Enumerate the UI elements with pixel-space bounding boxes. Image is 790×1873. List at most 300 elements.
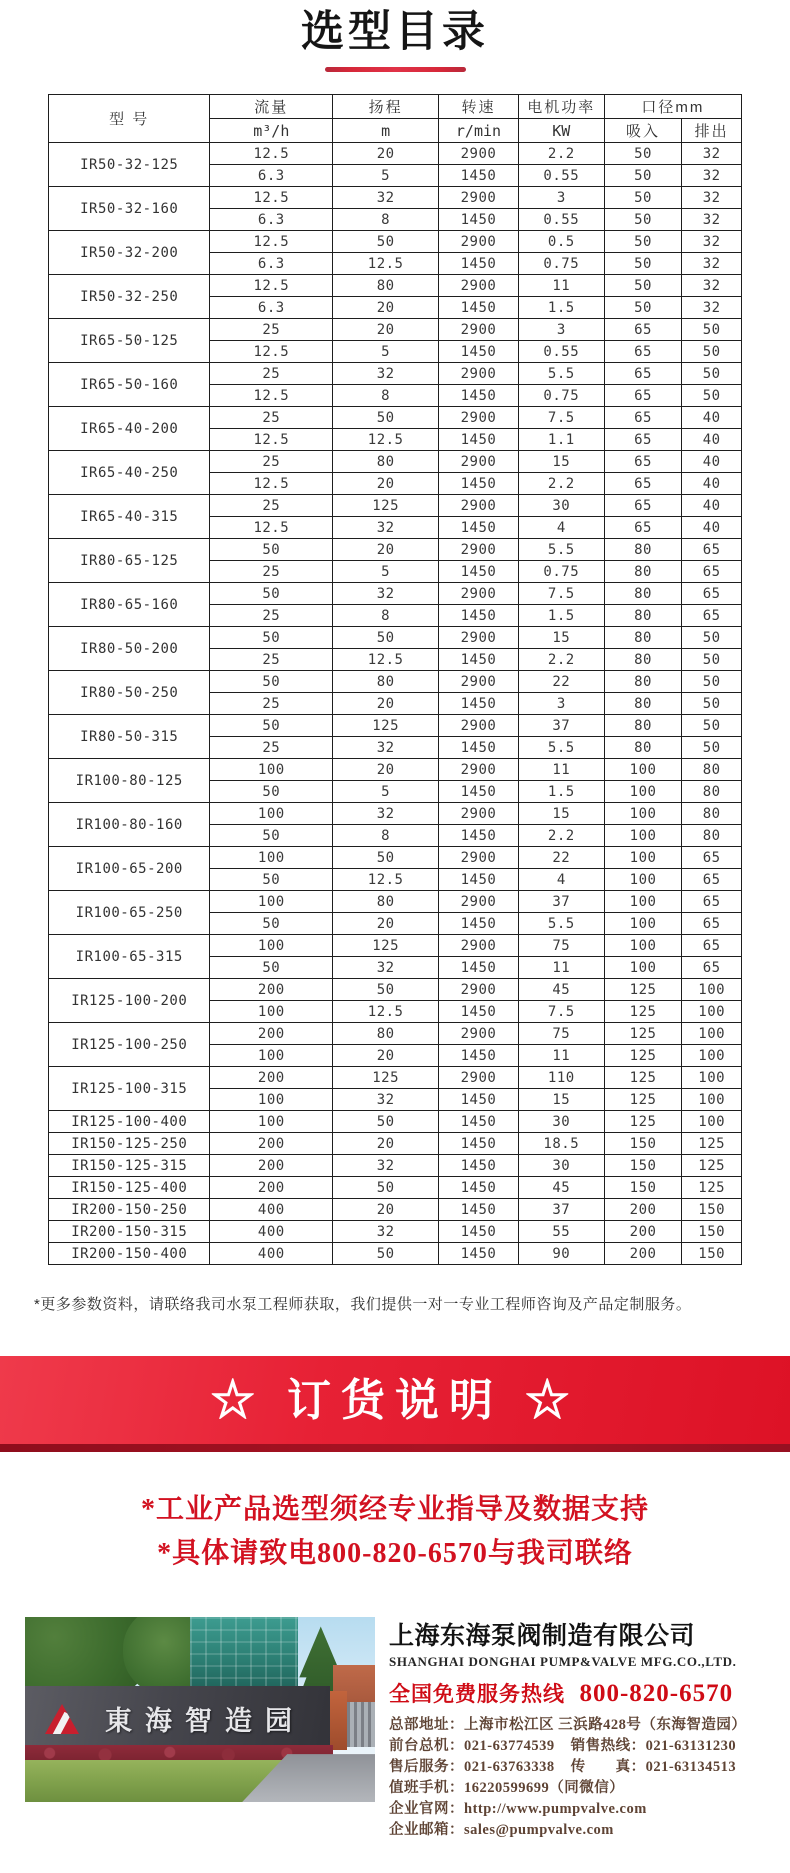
spec-cell: 32 bbox=[333, 1089, 439, 1111]
spec-cell: 25 bbox=[210, 649, 333, 671]
spec-cell: 100 bbox=[604, 935, 682, 957]
spec-cell: 100 bbox=[210, 1045, 333, 1067]
contact-value: 16220599699（同微信） bbox=[464, 1780, 625, 1797]
spec-cell: 20 bbox=[333, 143, 439, 165]
table-row bbox=[49, 627, 742, 649]
spec-cell: 50 bbox=[604, 143, 682, 165]
spec-cell: 2.2 bbox=[518, 649, 604, 671]
table-row bbox=[49, 583, 742, 605]
spec-table-wrap bbox=[48, 94, 742, 1265]
spec-cell: 7.5 bbox=[518, 407, 604, 429]
spec-cell: 32 bbox=[333, 583, 439, 605]
spec-cell: 25 bbox=[210, 693, 333, 715]
table-row bbox=[49, 143, 742, 165]
contact-pair bbox=[389, 1759, 555, 1775]
spec-cell: 32 bbox=[333, 187, 439, 209]
spec-cell: 65 bbox=[604, 363, 682, 385]
spec-cell: 80 bbox=[682, 759, 742, 781]
spec-cell: 18.5 bbox=[518, 1133, 604, 1155]
spec-cell: 5 bbox=[333, 781, 439, 803]
spec-cell: 1450 bbox=[439, 1111, 519, 1133]
spec-cell: 100 bbox=[682, 1023, 742, 1045]
spec-cell: 37 bbox=[518, 715, 604, 737]
spec-cell: 2900 bbox=[439, 935, 519, 957]
spec-cell: 125 bbox=[333, 1067, 439, 1089]
spec-cell: 125 bbox=[604, 1023, 682, 1045]
spec-cell: 20 bbox=[333, 759, 439, 781]
spec-cell: 11 bbox=[518, 275, 604, 297]
spec-cell: 1450 bbox=[439, 1243, 519, 1265]
table-row bbox=[49, 187, 742, 209]
spec-cell: 100 bbox=[604, 869, 682, 891]
spec-cell: 12.5 bbox=[333, 429, 439, 451]
spec-cell: 1450 bbox=[439, 561, 519, 583]
spec-cell: 32 bbox=[333, 1155, 439, 1177]
contact-label: 企业邮箱： bbox=[389, 1822, 464, 1839]
spec-cell: 25 bbox=[210, 605, 333, 627]
spec-cell: 1450 bbox=[439, 825, 519, 847]
slogan-line-2: *具体请致电800-820-6570与我司联络 bbox=[157, 1537, 633, 1569]
company-info bbox=[389, 1617, 746, 1841]
spec-cell: 50 bbox=[210, 913, 333, 935]
model-cell: IR150-125-315 bbox=[49, 1155, 210, 1177]
model-cell: IR125-100-200 bbox=[49, 979, 210, 1023]
spec-cell: 32 bbox=[682, 275, 742, 297]
spec-cell: 12.5 bbox=[210, 275, 333, 297]
spec-cell: 12.5 bbox=[210, 231, 333, 253]
hotline-row bbox=[389, 1678, 746, 1708]
spec-cell: 1450 bbox=[439, 649, 519, 671]
model-cell: IR80-65-125 bbox=[49, 539, 210, 583]
contact-label: 传 真： bbox=[570, 1759, 646, 1776]
spec-cell: 50 bbox=[604, 253, 682, 275]
spec-table-body bbox=[49, 143, 742, 1265]
spec-cell: 80 bbox=[604, 671, 682, 693]
spec-cell: 80 bbox=[333, 451, 439, 473]
spec-cell: 15 bbox=[518, 451, 604, 473]
spec-cell: 65 bbox=[682, 891, 742, 913]
spec-cell: 20 bbox=[333, 913, 439, 935]
spec-cell: 0.55 bbox=[518, 165, 604, 187]
spec-cell: 50 bbox=[682, 319, 742, 341]
spec-cell: 50 bbox=[210, 825, 333, 847]
table-row bbox=[49, 495, 742, 517]
spec-cell: 1450 bbox=[439, 1199, 519, 1221]
table-row bbox=[49, 1177, 742, 1199]
spec-cell: 65 bbox=[682, 847, 742, 869]
contact-label: 销售热线： bbox=[570, 1738, 646, 1755]
spec-cell: 125 bbox=[682, 1177, 742, 1199]
table-row bbox=[49, 319, 742, 341]
table-row bbox=[49, 1199, 742, 1221]
spec-cell: 65 bbox=[682, 957, 742, 979]
table-row bbox=[49, 891, 742, 913]
spec-cell: 2900 bbox=[439, 539, 519, 561]
spec-cell: 100 bbox=[682, 1001, 742, 1023]
spec-cell: 37 bbox=[518, 891, 604, 913]
contact-label: 企业官网： bbox=[389, 1801, 464, 1818]
spec-cell: 12.5 bbox=[333, 253, 439, 275]
contact-value: 021-63131230 bbox=[645, 1738, 737, 1755]
spec-cell: 0.75 bbox=[518, 561, 604, 583]
spec-cell: 80 bbox=[604, 539, 682, 561]
spec-cell: 200 bbox=[210, 1133, 333, 1155]
spec-cell: 20 bbox=[333, 1045, 439, 1067]
spec-cell: 8 bbox=[333, 209, 439, 231]
spec-cell: 150 bbox=[604, 1133, 682, 1155]
spec-cell: 2900 bbox=[439, 803, 519, 825]
contact-value: 021-63134513 bbox=[645, 1759, 737, 1776]
spec-cell: 50 bbox=[333, 231, 439, 253]
table-row bbox=[49, 363, 742, 385]
spec-cell: 100 bbox=[604, 913, 682, 935]
spec-cell: 55 bbox=[518, 1221, 604, 1243]
spec-cell: 400 bbox=[210, 1243, 333, 1265]
spec-cell: 22 bbox=[518, 671, 604, 693]
spec-cell: 25 bbox=[210, 737, 333, 759]
spec-cell: 12.5 bbox=[333, 869, 439, 891]
spec-cell: 0.55 bbox=[518, 341, 604, 363]
spec-cell: 1.5 bbox=[518, 605, 604, 627]
spec-cell: 65 bbox=[604, 517, 682, 539]
spec-cell: 200 bbox=[210, 1177, 333, 1199]
spec-cell: 50 bbox=[604, 187, 682, 209]
spec-cell: 11 bbox=[518, 957, 604, 979]
header-power-unit: KW bbox=[518, 119, 604, 143]
table-row bbox=[49, 407, 742, 429]
spec-cell: 125 bbox=[682, 1155, 742, 1177]
spec-cell: 20 bbox=[333, 1199, 439, 1221]
header-power: 电机功率 bbox=[518, 95, 604, 119]
model-cell: IR65-40-250 bbox=[49, 451, 210, 495]
spec-cell: 200 bbox=[210, 979, 333, 1001]
spec-cell: 2900 bbox=[439, 319, 519, 341]
spec-cell: 25 bbox=[210, 407, 333, 429]
spec-cell: 100 bbox=[210, 1111, 333, 1133]
spec-cell: 100 bbox=[682, 1089, 742, 1111]
spec-cell: 1450 bbox=[439, 1045, 519, 1067]
spec-cell: 50 bbox=[210, 869, 333, 891]
spec-cell: 1450 bbox=[439, 1177, 519, 1199]
table-header-row-1 bbox=[49, 95, 742, 119]
spec-cell: 65 bbox=[604, 407, 682, 429]
spec-cell: 32 bbox=[682, 231, 742, 253]
spec-cell: 65 bbox=[604, 385, 682, 407]
spec-cell: 1450 bbox=[439, 1001, 519, 1023]
spec-cell: 65 bbox=[682, 935, 742, 957]
spec-cell: 20 bbox=[333, 319, 439, 341]
spec-cell: 100 bbox=[210, 935, 333, 957]
header-head-unit: m bbox=[333, 119, 439, 143]
spec-cell: 2.2 bbox=[518, 825, 604, 847]
glass-building bbox=[190, 1617, 299, 1691]
spec-cell: 22 bbox=[518, 847, 604, 869]
contact-lines bbox=[389, 1715, 746, 1841]
model-cell: IR100-65-250 bbox=[49, 891, 210, 935]
spec-cell: 100 bbox=[604, 847, 682, 869]
model-cell: IR100-80-125 bbox=[49, 759, 210, 803]
spec-cell: 1.5 bbox=[518, 297, 604, 319]
spec-cell: 125 bbox=[604, 1111, 682, 1133]
spec-cell: 50 bbox=[604, 297, 682, 319]
contact-label: 值班手机： bbox=[389, 1780, 464, 1797]
spec-cell: 25 bbox=[210, 561, 333, 583]
spec-cell: 6.3 bbox=[210, 253, 333, 275]
spec-cell: 2900 bbox=[439, 847, 519, 869]
model-cell: IR50-32-125 bbox=[49, 143, 210, 187]
spec-cell: 40 bbox=[682, 451, 742, 473]
spec-cell: 90 bbox=[518, 1243, 604, 1265]
spec-cell: 12.5 bbox=[210, 385, 333, 407]
spec-cell: 15 bbox=[518, 627, 604, 649]
spec-cell: 100 bbox=[604, 825, 682, 847]
spec-cell: 45 bbox=[518, 979, 604, 1001]
header-discharge: 排出 bbox=[682, 119, 742, 143]
spec-cell: 100 bbox=[682, 1067, 742, 1089]
table-row bbox=[49, 231, 742, 253]
spec-cell: 32 bbox=[682, 187, 742, 209]
contact-pair bbox=[571, 1738, 737, 1754]
spec-cell: 1450 bbox=[439, 385, 519, 407]
spec-cell: 65 bbox=[604, 341, 682, 363]
spec-cell: 50 bbox=[333, 1111, 439, 1133]
table-row bbox=[49, 539, 742, 561]
model-cell: IR80-50-200 bbox=[49, 627, 210, 671]
table-row bbox=[49, 935, 742, 957]
contact-value: 021-63763338 bbox=[464, 1759, 555, 1776]
spec-cell: 100 bbox=[682, 1045, 742, 1067]
contact-value[interactable]: http://www.pumpvalve.com bbox=[464, 1801, 647, 1818]
spec-cell: 100 bbox=[210, 1001, 333, 1023]
spec-cell: 50 bbox=[682, 671, 742, 693]
slogan-section bbox=[0, 1488, 790, 1575]
spec-cell: 65 bbox=[682, 583, 742, 605]
spec-cell: 3 bbox=[518, 187, 604, 209]
contact-value: 上海市松江区 三浜路428号（东海智造园） bbox=[464, 1717, 747, 1734]
spec-cell: 1450 bbox=[439, 429, 519, 451]
spec-cell: 20 bbox=[333, 693, 439, 715]
spec-cell: 25 bbox=[210, 363, 333, 385]
header-suction: 吸入 bbox=[604, 119, 682, 143]
spec-cell: 65 bbox=[604, 319, 682, 341]
facility-photo bbox=[25, 1617, 375, 1802]
spec-cell: 4 bbox=[518, 517, 604, 539]
hotline-label: 全国免费服务热线 bbox=[389, 1683, 565, 1707]
spec-cell: 50 bbox=[604, 231, 682, 253]
spec-cell: 2900 bbox=[439, 759, 519, 781]
spec-cell: 32 bbox=[682, 253, 742, 275]
spec-cell: 50 bbox=[682, 649, 742, 671]
company-name-cn: 上海东海泵阀制造有限公司 bbox=[389, 1622, 696, 1651]
spec-cell: 65 bbox=[604, 473, 682, 495]
model-cell: IR150-125-400 bbox=[49, 1177, 210, 1199]
spec-cell: 0.75 bbox=[518, 253, 604, 275]
spec-cell: 1450 bbox=[439, 1155, 519, 1177]
spec-cell: 200 bbox=[210, 1067, 333, 1089]
spec-cell: 50 bbox=[210, 671, 333, 693]
spec-cell: 1450 bbox=[439, 209, 519, 231]
spec-cell: 32 bbox=[333, 957, 439, 979]
model-cell: IR80-50-250 bbox=[49, 671, 210, 715]
spec-cell: 12.5 bbox=[333, 1001, 439, 1023]
gate-pillar bbox=[330, 1691, 348, 1750]
spec-cell: 50 bbox=[210, 781, 333, 803]
model-cell: IR50-32-160 bbox=[49, 187, 210, 231]
spec-cell: 200 bbox=[604, 1221, 682, 1243]
hotline-number: 800-820-6570 bbox=[579, 1680, 734, 1708]
spec-cell: 12.5 bbox=[210, 187, 333, 209]
spec-cell: 80 bbox=[682, 803, 742, 825]
spec-cell: 7.5 bbox=[518, 583, 604, 605]
spec-cell: 400 bbox=[210, 1221, 333, 1243]
spec-cell: 1450 bbox=[439, 781, 519, 803]
model-cell: IR150-125-250 bbox=[49, 1133, 210, 1155]
spec-cell: 75 bbox=[518, 935, 604, 957]
table-row bbox=[49, 671, 742, 693]
spec-cell: 80 bbox=[682, 825, 742, 847]
spec-cell: 12.5 bbox=[333, 649, 439, 671]
spec-cell: 25 bbox=[210, 495, 333, 517]
table-row bbox=[49, 1133, 742, 1155]
spec-cell: 8 bbox=[333, 825, 439, 847]
spec-cell: 2900 bbox=[439, 363, 519, 385]
spec-cell: 1450 bbox=[439, 473, 519, 495]
spec-cell: 20 bbox=[333, 297, 439, 319]
spec-cell: 50 bbox=[604, 165, 682, 187]
spec-table-head bbox=[49, 95, 742, 143]
spec-cell: 32 bbox=[333, 517, 439, 539]
table-row bbox=[49, 715, 742, 737]
spec-cell: 50 bbox=[210, 957, 333, 979]
spec-cell: 1450 bbox=[439, 165, 519, 187]
order-banner-title: ☆ 订货说明 ☆ bbox=[210, 1376, 580, 1426]
spec-cell: 20 bbox=[333, 473, 439, 495]
spec-cell: 80 bbox=[682, 781, 742, 803]
spec-cell: 150 bbox=[604, 1155, 682, 1177]
contact-label: 总部地址： bbox=[389, 1717, 464, 1734]
spec-cell: 1450 bbox=[439, 297, 519, 319]
spec-cell: 40 bbox=[682, 495, 742, 517]
spec-cell: 15 bbox=[518, 803, 604, 825]
table-row bbox=[49, 1243, 742, 1265]
spec-cell: 80 bbox=[333, 671, 439, 693]
spec-cell: 80 bbox=[604, 715, 682, 737]
spec-cell: 11 bbox=[518, 1045, 604, 1067]
spec-cell: 25 bbox=[210, 451, 333, 473]
spec-cell: 80 bbox=[604, 561, 682, 583]
spec-cell: 2.2 bbox=[518, 143, 604, 165]
spec-cell: 2900 bbox=[439, 275, 519, 297]
model-cell: IR100-80-160 bbox=[49, 803, 210, 847]
spec-cell: 5 bbox=[333, 165, 439, 187]
spec-cell: 100 bbox=[604, 803, 682, 825]
spec-cell: 20 bbox=[333, 539, 439, 561]
table-row bbox=[49, 1221, 742, 1243]
donghai-logo-icon bbox=[45, 1704, 79, 1734]
spec-cell: 5.5 bbox=[518, 539, 604, 561]
bottom-section bbox=[0, 1617, 790, 1841]
spec-cell: 2900 bbox=[439, 143, 519, 165]
spec-cell: 37 bbox=[518, 1199, 604, 1221]
table-row bbox=[49, 451, 742, 473]
spec-cell: 150 bbox=[682, 1199, 742, 1221]
spec-cell: 125 bbox=[333, 935, 439, 957]
spec-cell: 50 bbox=[333, 1177, 439, 1199]
slogan-line-1: *工业产品选型须经专业指导及数据支持 bbox=[140, 1494, 649, 1526]
spec-cell: 6.3 bbox=[210, 209, 333, 231]
spec-cell: 100 bbox=[682, 979, 742, 1001]
spec-cell: 125 bbox=[604, 1045, 682, 1067]
spec-cell: 1.5 bbox=[518, 781, 604, 803]
spec-cell: 3 bbox=[518, 319, 604, 341]
spec-cell: 50 bbox=[333, 847, 439, 869]
spec-cell: 150 bbox=[682, 1221, 742, 1243]
spec-cell: 50 bbox=[210, 539, 333, 561]
spec-cell: 100 bbox=[210, 1089, 333, 1111]
spec-cell: 200 bbox=[210, 1155, 333, 1177]
contact-line bbox=[389, 1778, 746, 1799]
page-title: 选型目录 bbox=[301, 8, 489, 56]
model-cell: IR200-150-250 bbox=[49, 1199, 210, 1221]
spec-cell: 200 bbox=[604, 1243, 682, 1265]
spec-cell: 2900 bbox=[439, 231, 519, 253]
spec-cell: 6.3 bbox=[210, 165, 333, 187]
spec-cell: 32 bbox=[333, 363, 439, 385]
spec-cell: 45 bbox=[518, 1177, 604, 1199]
model-cell: IR80-65-160 bbox=[49, 583, 210, 627]
company-name-en: SHANGHAI DONGHAI PUMP&VALVE MFG.CO.,LTD. bbox=[389, 1654, 737, 1670]
spec-cell: 5.5 bbox=[518, 737, 604, 759]
contact-pair bbox=[389, 1780, 624, 1796]
spec-cell: 80 bbox=[333, 891, 439, 913]
spec-cell: 40 bbox=[682, 473, 742, 495]
model-cell: IR50-32-200 bbox=[49, 231, 210, 275]
spec-cell: 2900 bbox=[439, 1023, 519, 1045]
spec-cell: 80 bbox=[604, 627, 682, 649]
spec-cell: 100 bbox=[604, 891, 682, 913]
spec-cell: 50 bbox=[604, 209, 682, 231]
model-cell: IR100-65-200 bbox=[49, 847, 210, 891]
spec-cell: 1.1 bbox=[518, 429, 604, 451]
contact-label: 售后服务： bbox=[389, 1759, 464, 1776]
spec-cell: 32 bbox=[682, 143, 742, 165]
contact-value[interactable]: sales@pumpvalve.com bbox=[464, 1822, 614, 1839]
spec-cell: 1450 bbox=[439, 605, 519, 627]
model-cell: IR65-50-125 bbox=[49, 319, 210, 363]
spec-cell: 11 bbox=[518, 759, 604, 781]
spec-cell: 2900 bbox=[439, 407, 519, 429]
spec-cell: 40 bbox=[682, 407, 742, 429]
model-cell: IR200-150-400 bbox=[49, 1243, 210, 1265]
spec-cell: 80 bbox=[604, 649, 682, 671]
spec-cell: 400 bbox=[210, 1199, 333, 1221]
spec-cell: 6.3 bbox=[210, 297, 333, 319]
spec-cell: 2900 bbox=[439, 979, 519, 1001]
spec-cell: 50 bbox=[333, 1243, 439, 1265]
spec-table bbox=[48, 94, 742, 1265]
table-row bbox=[49, 1023, 742, 1045]
spec-cell: 3 bbox=[518, 693, 604, 715]
model-cell: IR125-100-315 bbox=[49, 1067, 210, 1111]
spec-cell: 1450 bbox=[439, 341, 519, 363]
spec-cell: 80 bbox=[604, 693, 682, 715]
spec-cell: 1450 bbox=[439, 1133, 519, 1155]
header-diameter: 口径mm bbox=[604, 95, 741, 119]
spec-cell: 2900 bbox=[439, 671, 519, 693]
spec-cell: 2900 bbox=[439, 627, 519, 649]
spec-cell: 32 bbox=[333, 737, 439, 759]
spec-cell: 50 bbox=[210, 627, 333, 649]
